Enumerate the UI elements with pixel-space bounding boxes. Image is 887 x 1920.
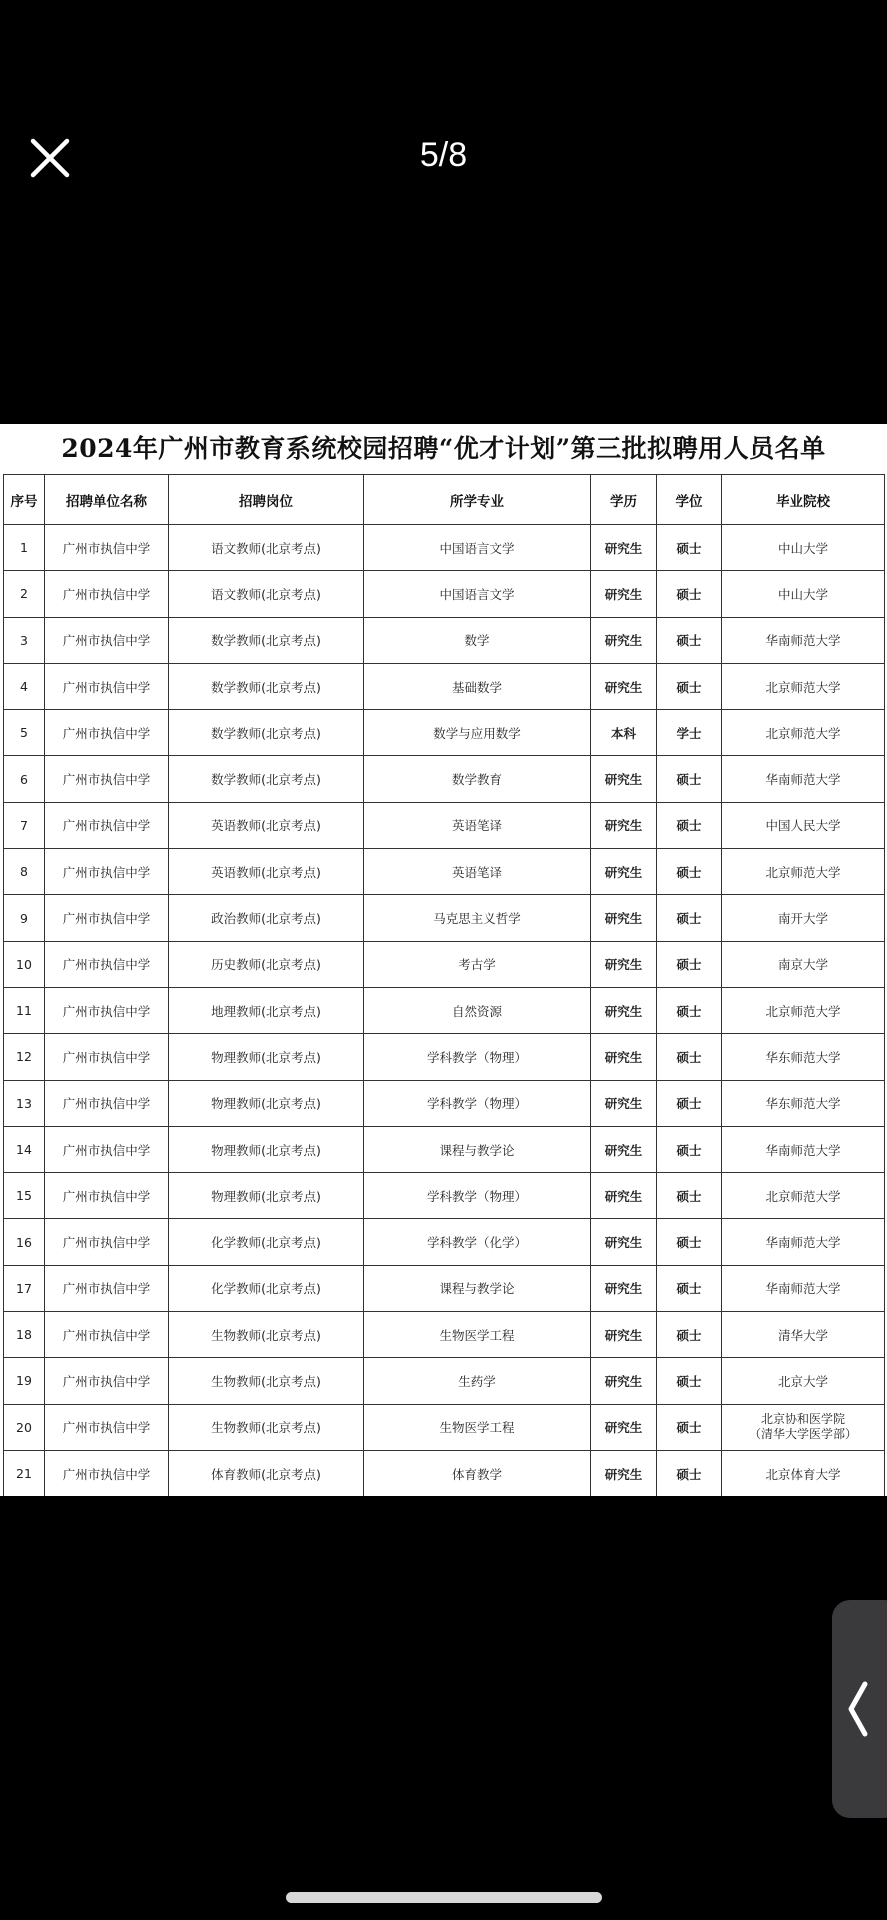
cell-position: 数学教师(北京考点) — [169, 710, 364, 756]
cell-degree: 硕士 — [657, 1358, 722, 1404]
cell-major: 生物医学工程 — [364, 1404, 591, 1450]
cell-education: 研究生 — [591, 617, 657, 663]
cell-index: 3 — [4, 617, 45, 663]
cell-education: 研究生 — [591, 1358, 657, 1404]
cell-degree: 硕士 — [657, 617, 722, 663]
cell-major: 英语笔译 — [364, 802, 591, 848]
cell-unit: 广州市执信中学 — [45, 802, 169, 848]
cell-school: 华南师范大学 — [722, 1126, 885, 1172]
table-row — [4, 710, 885, 756]
column-header-major: 所学专业 — [364, 475, 591, 525]
cell-unit: 广州市执信中学 — [45, 710, 169, 756]
cell-index: 1 — [4, 525, 45, 571]
roster-table — [3, 474, 885, 1496]
cell-school: 清华大学 — [722, 1312, 885, 1358]
cell-degree: 硕士 — [657, 571, 722, 617]
column-header-index: 序号 — [4, 475, 45, 525]
table-row — [4, 1034, 885, 1080]
cell-unit: 广州市执信中学 — [45, 1080, 169, 1126]
document-image[interactable] — [0, 424, 887, 1496]
column-header-education: 学历 — [591, 475, 657, 525]
cell-position: 英语教师(北京考点) — [169, 849, 364, 895]
cell-unit: 广州市执信中学 — [45, 617, 169, 663]
table-row — [4, 1126, 885, 1172]
table-row — [4, 617, 885, 663]
cell-major: 数学教育 — [364, 756, 591, 802]
cell-position: 化学教师(北京考点) — [169, 1265, 364, 1311]
cell-school: 华南师范大学 — [722, 756, 885, 802]
cell-degree: 学士 — [657, 710, 722, 756]
cell-unit: 广州市执信中学 — [45, 1358, 169, 1404]
cell-major: 数学与应用数学 — [364, 710, 591, 756]
cell-school: 华东师范大学 — [722, 1080, 885, 1126]
cell-major: 中国语言文学 — [364, 525, 591, 571]
cell-degree: 硕士 — [657, 1312, 722, 1358]
cell-education: 研究生 — [591, 1450, 657, 1496]
cell-education: 研究生 — [591, 525, 657, 571]
cell-school: 南京大学 — [722, 941, 885, 987]
cell-education: 本科 — [591, 710, 657, 756]
cell-education: 研究生 — [591, 987, 657, 1033]
cell-school: 北京师范大学 — [722, 710, 885, 756]
cell-unit: 广州市执信中学 — [45, 663, 169, 709]
cell-index: 17 — [4, 1265, 45, 1311]
table-row — [4, 1265, 885, 1311]
cell-degree: 硕士 — [657, 663, 722, 709]
home-indicator[interactable] — [286, 1892, 602, 1903]
cell-index: 19 — [4, 1358, 45, 1404]
cell-school: 北京协和医学院 （清华大学医学部） — [722, 1404, 885, 1450]
cell-unit: 广州市执信中学 — [45, 1312, 169, 1358]
cell-position: 物理教师(北京考点) — [169, 1034, 364, 1080]
cell-unit: 广州市执信中学 — [45, 849, 169, 895]
cell-index: 15 — [4, 1173, 45, 1219]
cell-index: 10 — [4, 941, 45, 987]
cell-degree: 硕士 — [657, 895, 722, 941]
cell-unit: 广州市执信中学 — [45, 987, 169, 1033]
cell-major: 学科教学（物理） — [364, 1080, 591, 1126]
cell-education: 研究生 — [591, 1173, 657, 1219]
cell-position: 语文教师(北京考点) — [169, 571, 364, 617]
cell-education: 研究生 — [591, 1219, 657, 1265]
cell-position: 体育教师(北京考点) — [169, 1450, 364, 1496]
cell-major: 生药学 — [364, 1358, 591, 1404]
cell-degree: 硕士 — [657, 1034, 722, 1080]
cell-major: 基础数学 — [364, 663, 591, 709]
cell-major: 英语笔译 — [364, 849, 591, 895]
cell-education: 研究生 — [591, 1312, 657, 1358]
page-counter: 5/8 — [419, 136, 468, 174]
cell-degree: 硕士 — [657, 1219, 722, 1265]
cell-major: 生物医学工程 — [364, 1312, 591, 1358]
table-row — [4, 663, 885, 709]
cell-index: 6 — [4, 756, 45, 802]
cell-school: 北京体育大学 — [722, 1450, 885, 1496]
cell-school: 华南师范大学 — [722, 1265, 885, 1311]
document-title: 2024年广州市教育系统校园招聘“优才计划”第三批拟聘用人员名单 — [61, 434, 826, 463]
cell-school: 中国人民大学 — [722, 802, 885, 848]
cell-education: 研究生 — [591, 849, 657, 895]
table-row — [4, 1219, 885, 1265]
cell-education: 研究生 — [591, 663, 657, 709]
cell-position: 物理教师(北京考点) — [169, 1126, 364, 1172]
cell-major: 数学 — [364, 617, 591, 663]
back-button[interactable] — [832, 1600, 887, 1818]
cell-index: 14 — [4, 1126, 45, 1172]
cell-unit: 广州市执信中学 — [45, 941, 169, 987]
cell-school: 北京师范大学 — [722, 1173, 885, 1219]
table-row — [4, 525, 885, 571]
cell-position: 数学教师(北京考点) — [169, 617, 364, 663]
cell-degree: 硕士 — [657, 1173, 722, 1219]
cell-position: 生物教师(北京考点) — [169, 1404, 364, 1450]
cell-school: 中山大学 — [722, 525, 885, 571]
cell-unit: 广州市执信中学 — [45, 1404, 169, 1450]
cell-education: 研究生 — [591, 1265, 657, 1311]
column-header-unit: 招聘单位名称 — [45, 475, 169, 525]
cell-position: 地理教师(北京考点) — [169, 987, 364, 1033]
cell-degree: 硕士 — [657, 1265, 722, 1311]
cell-education: 研究生 — [591, 1126, 657, 1172]
cell-degree: 硕士 — [657, 1404, 722, 1450]
table-row — [4, 1450, 885, 1496]
cell-degree: 硕士 — [657, 1450, 722, 1496]
table-row — [4, 802, 885, 848]
cell-degree: 硕士 — [657, 525, 722, 571]
cell-major: 学科教学（物理） — [364, 1173, 591, 1219]
cell-school: 北京师范大学 — [722, 849, 885, 895]
cell-position: 历史教师(北京考点) — [169, 941, 364, 987]
table-row — [4, 1312, 885, 1358]
table-row — [4, 1173, 885, 1219]
cell-position: 数学教师(北京考点) — [169, 663, 364, 709]
cell-school: 南开大学 — [722, 895, 885, 941]
cell-major: 课程与教学论 — [364, 1126, 591, 1172]
cell-index: 2 — [4, 571, 45, 617]
cell-major: 体育教学 — [364, 1450, 591, 1496]
cell-index: 8 — [4, 849, 45, 895]
cell-index: 7 — [4, 802, 45, 848]
cell-position: 物理教师(北京考点) — [169, 1080, 364, 1126]
cell-education: 研究生 — [591, 941, 657, 987]
table-header-row — [4, 475, 885, 525]
cell-degree: 硕士 — [657, 1080, 722, 1126]
cell-major: 自然资源 — [364, 987, 591, 1033]
cell-index: 21 — [4, 1450, 45, 1496]
cell-position: 语文教师(北京考点) — [169, 525, 364, 571]
cell-index: 5 — [4, 710, 45, 756]
table-row — [4, 1358, 885, 1404]
cell-unit: 广州市执信中学 — [45, 525, 169, 571]
cell-major: 考古学 — [364, 941, 591, 987]
chevron-left-icon — [843, 1600, 873, 1818]
cell-position: 数学教师(北京考点) — [169, 756, 364, 802]
cell-position: 生物教师(北京考点) — [169, 1358, 364, 1404]
cell-position: 化学教师(北京考点) — [169, 1219, 364, 1265]
column-header-position: 招聘岗位 — [169, 475, 364, 525]
column-header-school: 毕业院校 — [722, 475, 885, 525]
cell-unit: 广州市执信中学 — [45, 1265, 169, 1311]
cell-unit: 广州市执信中学 — [45, 756, 169, 802]
cell-degree: 硕士 — [657, 849, 722, 895]
cell-school: 华南师范大学 — [722, 617, 885, 663]
cell-index: 16 — [4, 1219, 45, 1265]
cell-position: 物理教师(北京考点) — [169, 1173, 364, 1219]
cell-unit: 广州市执信中学 — [45, 1173, 169, 1219]
cell-index: 13 — [4, 1080, 45, 1126]
cell-unit: 广州市执信中学 — [45, 1450, 169, 1496]
cell-index: 9 — [4, 895, 45, 941]
cell-major: 课程与教学论 — [364, 1265, 591, 1311]
cell-school: 北京师范大学 — [722, 987, 885, 1033]
cell-degree: 硕士 — [657, 1126, 722, 1172]
cell-education: 研究生 — [591, 802, 657, 848]
cell-major: 马克思主义哲学 — [364, 895, 591, 941]
cell-major: 学科教学（物理） — [364, 1034, 591, 1080]
table-row — [4, 941, 885, 987]
cell-education: 研究生 — [591, 895, 657, 941]
table-row — [4, 987, 885, 1033]
cell-index: 12 — [4, 1034, 45, 1080]
cell-education: 研究生 — [591, 1404, 657, 1450]
cell-degree: 硕士 — [657, 941, 722, 987]
table-row — [4, 756, 885, 802]
cell-school: 北京师范大学 — [722, 663, 885, 709]
cell-position: 政治教师(北京考点) — [169, 895, 364, 941]
cell-unit: 广州市执信中学 — [45, 895, 169, 941]
cell-school: 华东师范大学 — [722, 1034, 885, 1080]
cell-unit: 广州市执信中学 — [45, 571, 169, 617]
cell-index: 18 — [4, 1312, 45, 1358]
cell-unit: 广州市执信中学 — [45, 1126, 169, 1172]
cell-degree: 硕士 — [657, 756, 722, 802]
cell-school: 北京大学 — [722, 1358, 885, 1404]
cell-degree: 硕士 — [657, 802, 722, 848]
cell-education: 研究生 — [591, 1034, 657, 1080]
table-row — [4, 1404, 885, 1450]
cell-education: 研究生 — [591, 571, 657, 617]
cell-school: 华南师范大学 — [722, 1219, 885, 1265]
cell-index: 11 — [4, 987, 45, 1033]
cell-index: 20 — [4, 1404, 45, 1450]
table-row — [4, 1080, 885, 1126]
cell-position: 英语教师(北京考点) — [169, 802, 364, 848]
cell-major: 中国语言文学 — [364, 571, 591, 617]
cell-degree: 硕士 — [657, 987, 722, 1033]
table-row — [4, 571, 885, 617]
table-row — [4, 849, 885, 895]
cell-school: 中山大学 — [722, 571, 885, 617]
cell-index: 4 — [4, 663, 45, 709]
cell-education: 研究生 — [591, 756, 657, 802]
cell-education: 研究生 — [591, 1080, 657, 1126]
column-header-degree: 学位 — [657, 475, 722, 525]
table-row — [4, 895, 885, 941]
cell-unit: 广州市执信中学 — [45, 1219, 169, 1265]
cell-major: 学科教学（化学） — [364, 1219, 591, 1265]
cell-unit: 广州市执信中学 — [45, 1034, 169, 1080]
cell-position: 生物教师(北京考点) — [169, 1312, 364, 1358]
